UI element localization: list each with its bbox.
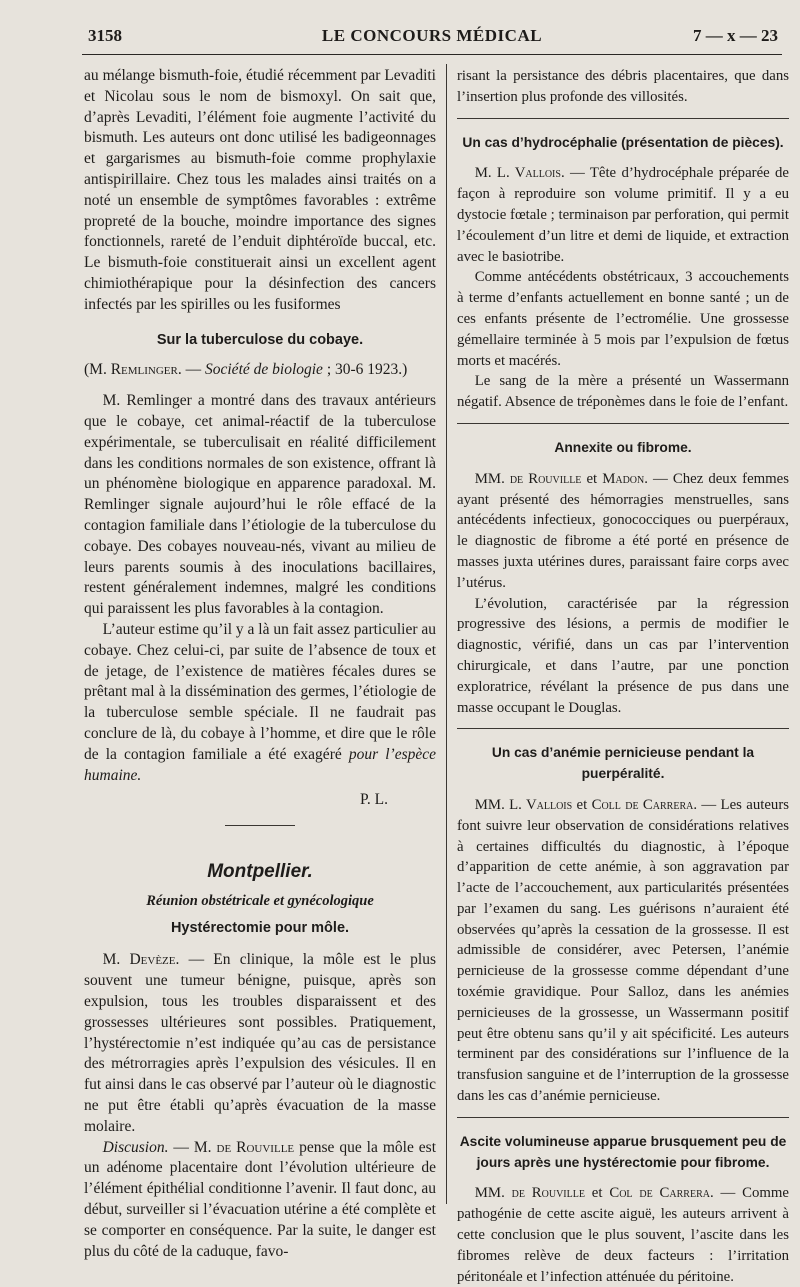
right-column bbox=[457, 66, 789, 1287]
column-divider bbox=[446, 64, 447, 1204]
section-title-annexite: Annexite ou fibrome. bbox=[554, 439, 692, 455]
author-name: Coll de Carrera bbox=[591, 796, 694, 813]
reference-line: (M. Remlinger. — Société de biologie ; 30-6 1923.) bbox=[84, 361, 408, 379]
signature: P. L. bbox=[360, 791, 388, 809]
author-name: de Rouville bbox=[509, 470, 582, 487]
paragraph: Discusion. — M. de Rouville pense que la môle est un adénome placentaire dont l’évolution ultérieure de l’élément épithélial conditionne l’avenir. Il faut donc, au début, surveiller si l’évacuation utérine a été complète et se comporter en conséquence. Par la suite, le danger est plus du côté de la caduque, favo- bbox=[84, 1138, 436, 1260]
continuation-paragraph: risant la persistance des débris placentaires, que dans l’insertion plus profonde des villosités. bbox=[457, 68, 789, 105]
source-name: Société de biologie bbox=[205, 361, 323, 379]
author-name: de Rouville bbox=[511, 1185, 585, 1202]
author-name: Madon bbox=[602, 470, 645, 487]
society-name: Réunion obstétricale et gynécologique bbox=[146, 892, 374, 909]
section-title-tuberculose: Sur la tuberculose du cobaye. bbox=[156, 331, 364, 348]
section-separator bbox=[457, 423, 789, 424]
author-name: Remlinger bbox=[110, 361, 178, 379]
section-title-anemie: Un cas d’anémie pernicieuse pendant la puerpéralité. bbox=[491, 745, 755, 782]
paragraph: M. Devèze. — En clinique, la môle est le plus souvent une tumeur bénigne, puisque, après son expulsion, tous les troubles disparaissent et des grossesses ultérieures sont possibles. Pratiquement, l’hystérectomie n’est indiquée qu’au cas de persistance des métrorragies après l’expulsion des vésicules. Il en fut ainsi dans le cas observé par l’auteur où le diagnostic ne put être établi qu’après évacuation de la masse molaire. bbox=[84, 951, 436, 1135]
left-column bbox=[84, 66, 436, 1262]
paragraph: MM. de Rouville et Madon. — Chez deux femmes ayant présenté des hémorragies menstruelles, sans antécédents infectieux, gonococciques ou puerpéraux, le diagnostic de fibrome a été porté en présence de masses juxta utérines dures, paraissant faire corps avec l’utérus. bbox=[457, 470, 789, 591]
section-title-hydrocephalie: Un cas d’hydrocéphalie (présentation de pièces). bbox=[462, 134, 784, 150]
page-header bbox=[82, 20, 782, 55]
intro-paragraph: au mélange bismuth-foie, étudié récemment par Levaditi et Nicolau sous le nom de bismoxyl. On sait que, d’après Levaditi, l’élément foie augmente l’activité du bismuth. Les auteurs ont donc utilisé les badigeonnages et gargarismes au bismuth-foie comme prophylaxie antispirillaire. Chez tous les malades ainsi traités on a noté un ensemble de symptômes favorables : extrême propreté de la bouche, moindre importance des signes fonctionnels, rareté de l’enduit diphtéroïde buccal, etc. Le bismuth-foie constituerait ainsi un excellent agent chimiothérapique pour la désinfection des cancers infectés par les spirilles ou les fusiformes bbox=[84, 67, 436, 313]
author-name: M. Devèze bbox=[102, 951, 176, 969]
page-number: 3158 bbox=[88, 26, 122, 45]
section-title-ascite: Ascite volumineuse apparue brusquement peu de jours après une hystérectomie pour fibrome. bbox=[459, 1133, 787, 1170]
paragraph: M. L. Vallois. — Tête d’hydrocéphale préparée de façon à reproduire son volume primitif. Il y a eu dystocie fœtale ; terminaison par perforation, qui permit l’écoulement d’un litre et demi de liquide, et extraction avec le basiotribe. bbox=[457, 165, 790, 265]
author-name: L. Vallois bbox=[509, 796, 573, 813]
section-title-hysterectomie: Hystérectomie pour môle. bbox=[170, 919, 350, 936]
paragraph: L’auteur estime qu’il y a là un fait assez particulier au cobaye. Chez celui-ci, par suite de l’absence de toux et de jetage, de l’existence de matières fécales dures se prêtant mal à la dissémination des germes, l’étiologie de la tuberculose semble spéciale. Il ne faudrait pas conclure de là, du cobaye à l’homme, et dire que le rôle de la contagion familiale a été exagéré pour l’espèce humaine. bbox=[84, 620, 437, 784]
discussion-label: Discusion. bbox=[102, 1138, 169, 1156]
paragraph: Comme antécédents obstétricaux, 3 accouchements à terme d’enfants actuellement en bonne santé ; un de ces enfants présente de l’ectromélie. Une grossesse gémellaire terminée à 5 mois par l’expulsion de fœtus morts et macérés. bbox=[457, 269, 789, 369]
paragraph: M. Remlinger a montré dans des travaux antérieurs que le cobaye, cet animal-réactif de la tuberculose expérimentale, se tuberculisait en réalité difficilement dans les conditions normales de son existence, offrant là un phénomène biologique en apparence paradoxal. M. Remlinger signale aujourd’hui le rôle effacé de la contagion familiale dans l’étiologie de la tuberculose du cobaye. Des cobayes nouveau-nés, vivant au milieu de leurs parents soumis à des inoculations bacillaires, restent généralement indemnes, malgré les conditions qui paraissent les plus favorables à la contagion. bbox=[84, 392, 436, 618]
section-separator bbox=[225, 825, 295, 826]
paragraph: MM. de Rouville et Col de Carrera. — Comme pathogénie de cette ascite aiguë, les auteurs arrivent à cette conclusion que le plus souvent, l’ascite dans les fibromes relève de deux facteurs : l’irritation péritonéale et l’infection atténuée du péritoine. bbox=[457, 1185, 789, 1285]
section-separator bbox=[457, 728, 789, 729]
issue-date: 7 — x — 23 bbox=[693, 26, 778, 45]
paragraph: Le sang de la mère a présenté un Wassermann négatif. Absence de tréponèmes dans le foie de l’enfant. bbox=[457, 373, 789, 411]
author-name: Col de Carrera bbox=[609, 1185, 710, 1202]
paragraph: MM. L. Vallois et Coll de Carrera. — Les auteurs font suivre leur observation de considérations relatives à certaines difficultés du diagnostic, à l’époque d’apparition de cette anémie, à son aggravation par l’acte de l’accouchement, aux particularités présentées par l’examen du sang. Les guérisons n’auraient été observées qu’après la cessation de la grossesse. Il est admissible de considérer, avec Petersen, l’anémie pernicieuse de la grossesse comme dépendant d’une toxémie gravidique. Pour Salloz, dans les anémies pernicieuses de la grossesse, un Wassermann positif peut être obtenu sans qu’il y ait spécificité. Les auteurs terminent par des considérations sur l’influence de la transfusion sanguine et de l’interruption de la grossesse dans les cas d’anémie pernicieuse. bbox=[457, 796, 790, 1105]
journal-title: LE CONCOURS MÉDICAL bbox=[321, 26, 543, 45]
city-heading: Montpellier. bbox=[207, 861, 313, 883]
section-separator bbox=[457, 1117, 789, 1118]
author-name: de Rouville bbox=[216, 1138, 295, 1156]
section-separator bbox=[457, 118, 789, 119]
author-name: M. L. Vallois bbox=[474, 165, 561, 182]
paragraph: L’évolution, caractérisée par la régression progressive des lésions, a permis de modifier le diagnostic, vérifié, dans un cas par l’intervention chirurgicale, et dans l’autre, par une ponction exploratrice, révélant la présence de pus dans une masse occupant le Douglas. bbox=[457, 595, 789, 716]
